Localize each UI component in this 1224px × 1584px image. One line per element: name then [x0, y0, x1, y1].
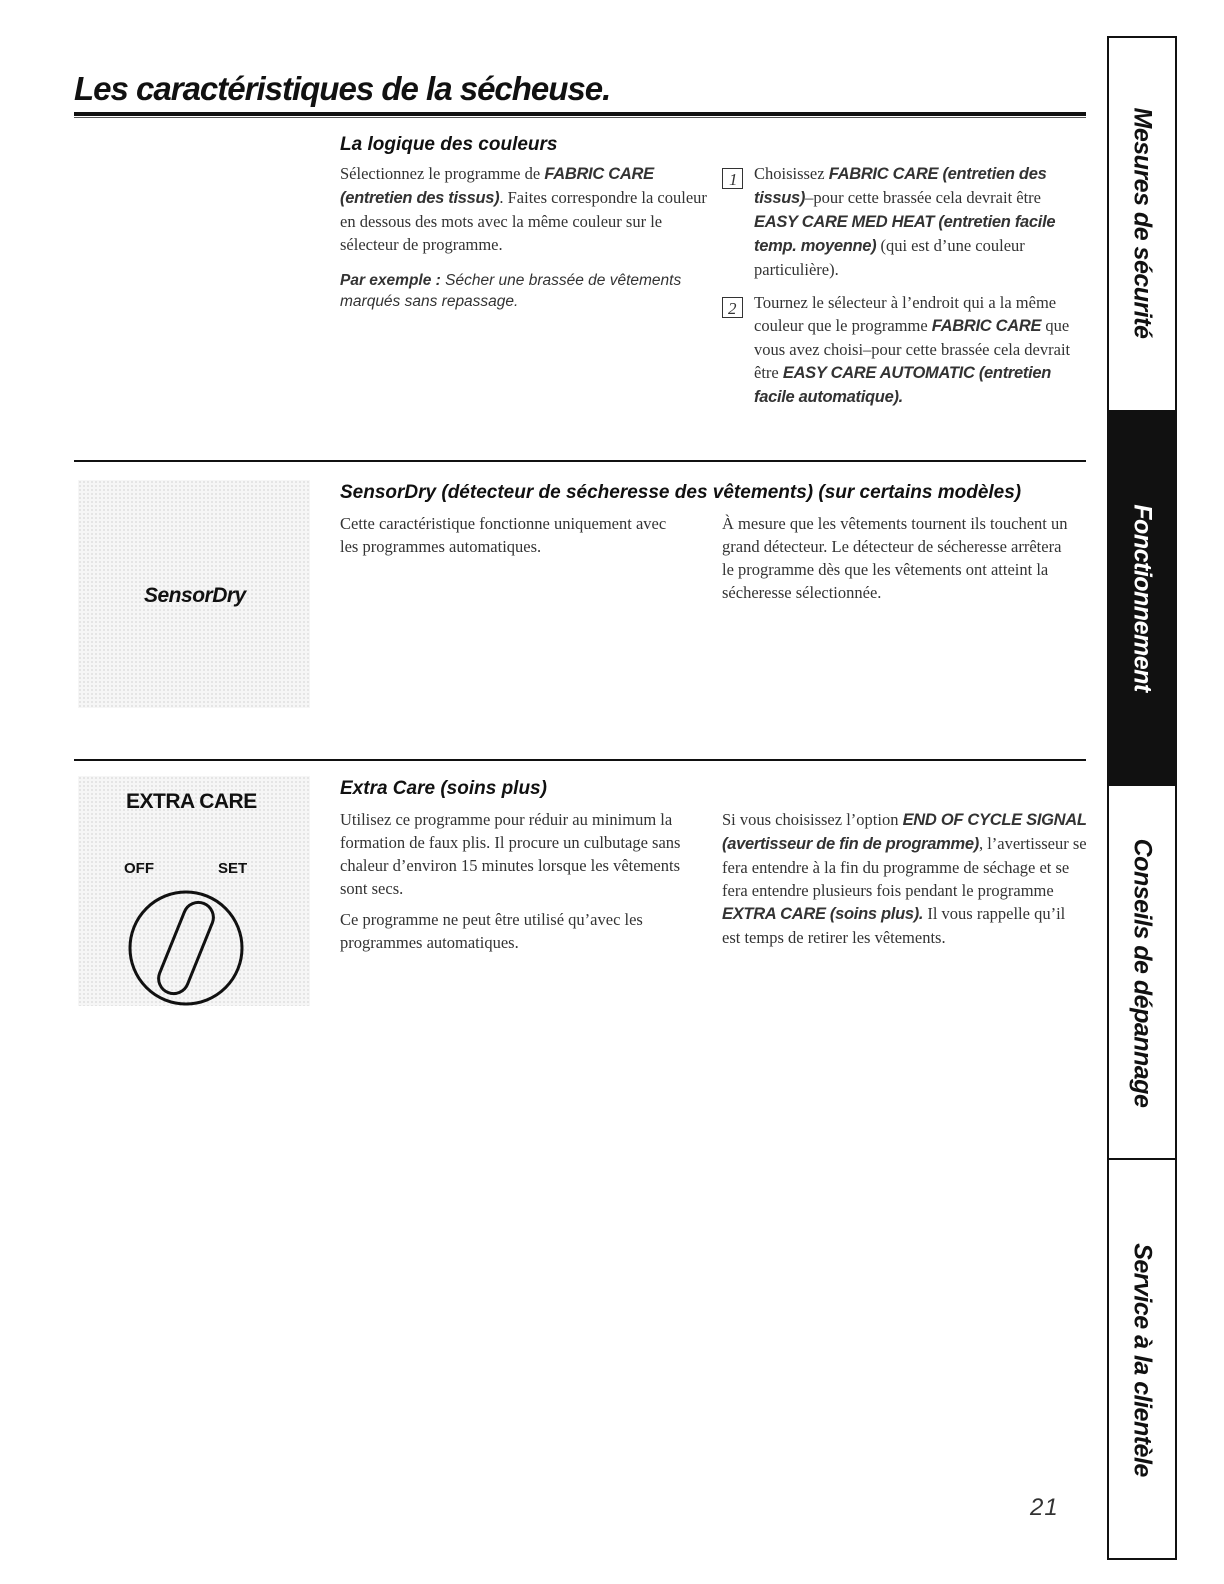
- sensordry-image-label: SensorDry: [144, 584, 246, 607]
- tab-label: Mesures de sécurité: [1128, 107, 1157, 339]
- tab-service-a-la-clientele[interactable]: [1107, 1160, 1177, 1560]
- title-rule-thin: [74, 117, 1086, 118]
- page-title: Les caractéristiques de la sécheuse.: [74, 70, 611, 107]
- extra-care-image: [78, 776, 310, 1006]
- step-2-easy-care-auto: EASY CARE AUTOMATIC (entretien facile automatique).: [754, 364, 1052, 406]
- step-1-easy-care-med: EASY CARE MED HEAT (entretien facile temp. moyenne): [754, 213, 1056, 255]
- knob-set-label: SET: [218, 860, 248, 877]
- extra-care-col2-a: Si vous choisissez l’option: [722, 810, 903, 829]
- intro-fabric-care: FABRIC CARE (entretien des tissus): [340, 165, 654, 207]
- tab-label: Service à la clientèle: [1128, 1243, 1157, 1477]
- tab-label: Conseils de dépannage: [1128, 838, 1157, 1108]
- example-text: Sécher une brassée de vêtements marqués sans repassage.: [340, 272, 682, 310]
- extra-care-image-title: EXTRA CARE: [126, 790, 257, 813]
- extra-care-knob-icon: [118, 880, 258, 1006]
- tab-fonctionnement[interactable]: [1107, 410, 1177, 786]
- step-2: [722, 291, 1082, 409]
- step-1-text-a: Choisissez: [754, 164, 829, 183]
- sensordry-heading: SensorDry (détecteur de sécheresse des vêtements) (sur certains modèles): [340, 482, 1022, 503]
- step-1-checkbox-icon: [722, 168, 743, 189]
- step-1-text-e: (qui est d’une couleur particulière).: [754, 236, 1025, 279]
- extra-care-col2-c: , l’avertisseur se fera entendre à la fin du programme de séchage et se fera entendre plusieurs fois pendant le programme: [722, 834, 1087, 900]
- extra-care-col1-p2: Ce programme ne peut être utilisé qu’avec les programmes automatiques.: [340, 910, 643, 952]
- page-number: 21: [1030, 1494, 1059, 1521]
- color-logic-example: [340, 270, 710, 312]
- step-2-text-a: Tournez le sélecteur à l’endroit qui a la même couleur que le programme: [754, 293, 1057, 335]
- extra-care-program-name: EXTRA CARE (soins plus).: [722, 905, 924, 923]
- svg-text:2: 2: [728, 299, 737, 317]
- extra-care-col1-p1: Utilisez ce programme pour réduir au minimum la formation de faux plis. Il procure un culbutage sans chaleur d’environ 15 minutes lorsque les vêtements sont secs.: [340, 810, 681, 898]
- tab-label: Fonctionnement: [1128, 504, 1157, 692]
- knob-off-label: OFF: [124, 860, 154, 877]
- extra-care-col2: [722, 808, 1087, 949]
- tab-mesures-de-securite[interactable]: [1107, 36, 1177, 410]
- intro-text-2: . Faites correspondre la couleur en dessous des mots avec la même couleur sur le sélecteur de programme.: [340, 188, 707, 254]
- step-1-fabric-care: FABRIC CARE (entretien des tissus): [754, 165, 1047, 207]
- color-logic-intro: [340, 162, 710, 312]
- step-1-text-c: –pour cette brassée cela devrait être: [805, 188, 1042, 207]
- title-rule: [74, 112, 1086, 116]
- color-logic-heading: La logique des couleurs: [340, 134, 558, 155]
- example-label: Par exemple :: [340, 272, 441, 289]
- step-1: [722, 162, 1082, 281]
- tab-conseils-de-depannage[interactable]: [1107, 786, 1177, 1160]
- extra-care-heading: Extra Care (soins plus): [340, 778, 547, 799]
- extra-care-col1: [340, 808, 685, 962]
- extra-care-col2-e: Il vous rappelle qu’il est temps de retirer les vêtements.: [722, 904, 1066, 947]
- extra-care-end-of-cycle: END OF CYCLE SIGNAL (avertisseur de fin de programme): [722, 811, 1087, 853]
- step-2-fabric-care: FABRIC CARE: [931, 317, 1042, 335]
- sensordry-col1: Cette caractéristique fonctionne uniquement avec les programmes automatiques.: [340, 514, 667, 556]
- color-logic-steps: [722, 162, 1082, 419]
- step-2-text-c: que vous avez choisi–pour cette brassée cela devrait être: [754, 316, 1071, 382]
- step-2-checkbox-icon: [722, 297, 743, 318]
- svg-text:1: 1: [729, 170, 738, 188]
- sensordry-image: [78, 480, 310, 708]
- intro-text-1: Sélectionnez le programme de: [340, 164, 545, 183]
- sensordry-col2: À mesure que les vêtements tournent ils touchent un grand détecteur. Le détecteur de sécheresse arrêtera le programme dès que les vêtements ont atteint la sécheresse sélectionnée.: [722, 514, 1068, 602]
- section-divider: [74, 759, 1086, 761]
- section-divider: [74, 460, 1086, 462]
